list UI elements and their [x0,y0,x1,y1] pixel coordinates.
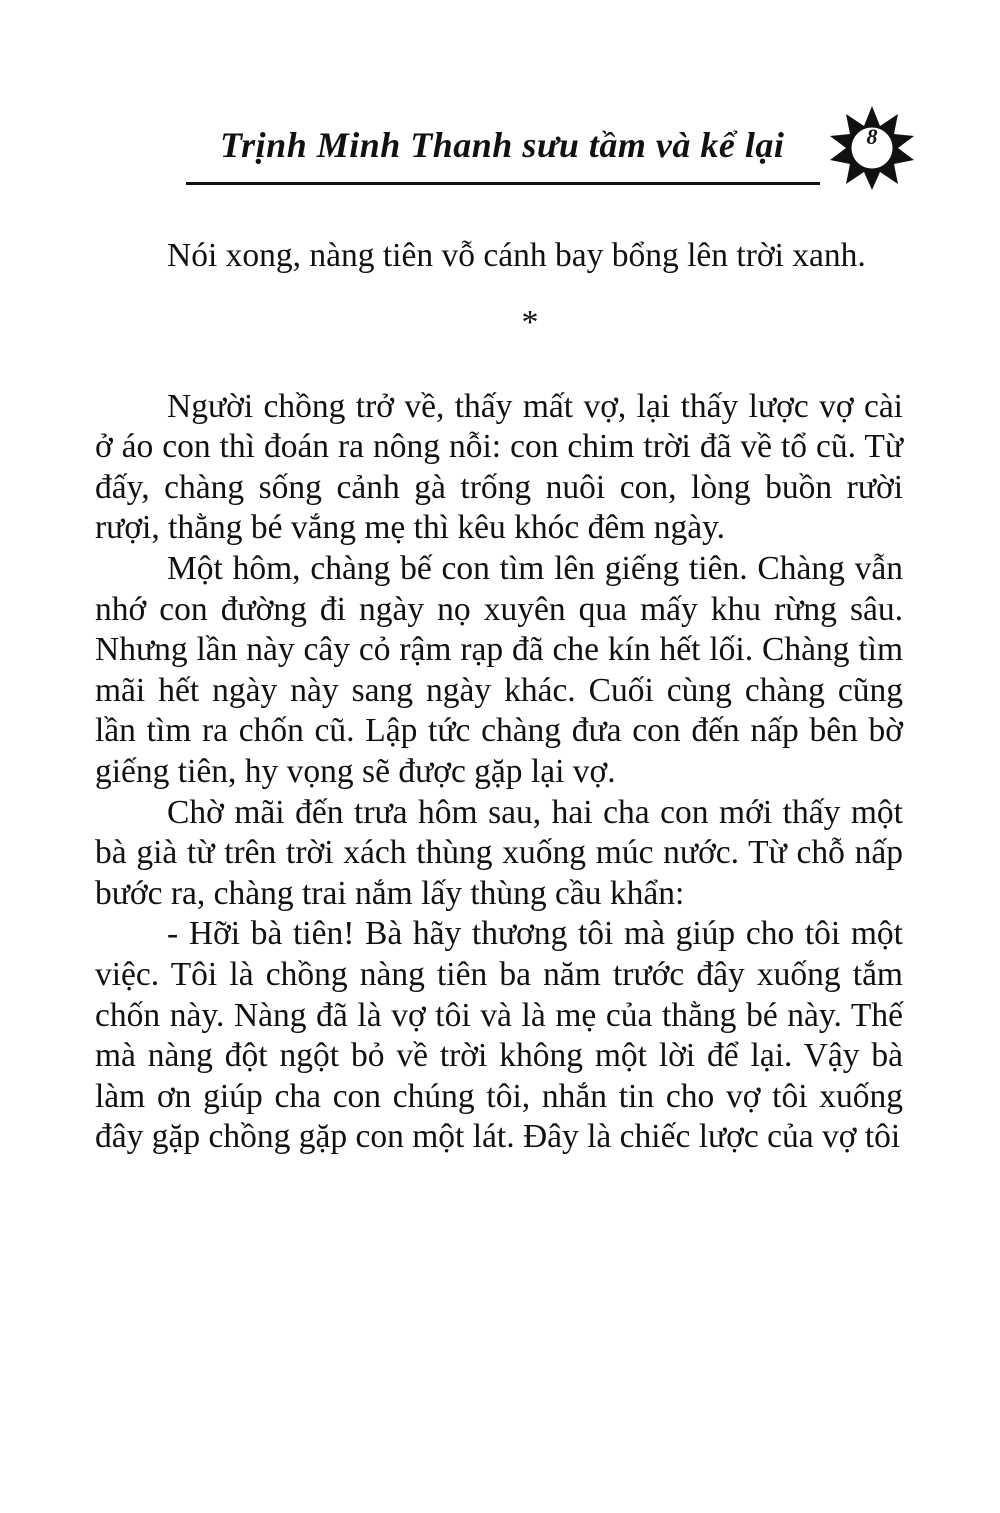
paragraph: Người chồng trở về, thấy mất vợ, lại thấy lược vợ cài ở áo con thì đoán ra nông nỗi: con chim trời đã về tổ cũ. Từ đấy, chàng sống cảnh gà trống nuôi con, lòng buồn rười rượi, thằng bé vắng mẹ thì kêu khóc đêm ngày. [95,387,903,547]
running-header [186,118,846,188]
page-number: 8 [866,124,878,149]
paragraph: Chờ mãi đến trưa hôm sau, hai cha con mới thấy một bà già từ trên trời xách thùng xuống múc nước. Từ chỗ nấp bước ra, chàng trai nắm lấy thùng cầu khẩn: [95,793,903,912]
header-title: Trịnh Minh Thanh sưu tầm và kể lại [220,125,785,165]
section-separator: * [521,303,539,341]
story-text [95,236,903,1158]
header-rule [186,182,820,185]
paragraph: - Hỡi bà tiên! Bà hãy thương tôi mà giúp cho tôi một việc. Tôi là chồng nàng tiên ba năm trước đây xuống tắm chốn này. Nàng đã là vợ tôi và là mẹ của thằng bé này. Thế mà nàng đột ngột bỏ về trời không một lời để lại. Vậy bà làm ơn giúp cha con chúng tôi, nhắn tin cho vợ tôi xuống đây gặp chồng gặp con một lát. Đây là chiếc lược của vợ tôi [95,915,903,1156]
page-number-badge [826,102,918,194]
paragraph: Một hôm, chàng bế con tìm lên giếng tiên. Chàng vẫn nhớ con đường đi ngày nọ xuyên qua mấy khu rừng sâu. Nhưng lần này cây cỏ rậm rạp đã che kín hết lối. Chàng tìm mãi hết ngày này sang ngày khác. Cuối cùng chàng cũng lần tìm ra chốn cũ. Lập tức chàng đưa con đến nấp bên bờ giếng tiên, hy vọng sẽ được gặp lại vợ. [95,549,903,790]
paragraph: Nói xong, nàng tiên vỗ cánh bay bổng lên trời xanh. [167,237,866,274]
